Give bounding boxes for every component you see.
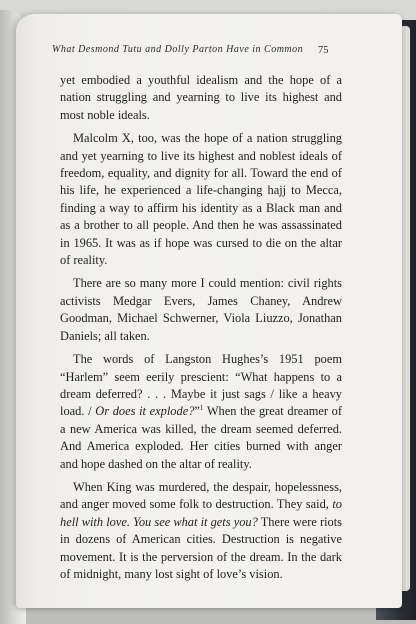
- body-text: [60, 72, 342, 589]
- paragraph-1: yet embodied a youthful idealism and the hope of a nation struggling and yearning to live its highest and most noble ideals.: [60, 73, 342, 122]
- paragraph-5-italic: to hell with love. You see what it gets you?: [60, 497, 342, 529]
- paragraph-5-text-a: When King was murdered, the despair, hopelessness, and anger moved some folk to destruction. They said,: [60, 479, 342, 512]
- running-head: What Desmond Tutu and Dolly Parton Have in Common: [52, 44, 304, 55]
- paragraph-4-text-b: ”: [194, 404, 200, 419]
- paragraph-4-text-a: The words of Langston Hughes’s 1951 poem “Harlem” seem eerily prescient: “What happens to a dream deferred? . . . Maybe it just sags / like a heavy load. /: [60, 352, 342, 419]
- paragraph-2: Malcolm X, too, was the hope of a nation struggling and yet yearning to live its highest and noblest ideals of freedom, equality, and dignity for all. Toward the end of his life, he experienced a life-changing hajj to Mecca, finding a way to affirm his identity as a Black man and as a brother to all people. And then he was assassinated in 1965. It was as if hope was cursed to die on the altar of reality.: [60, 131, 342, 268]
- paragraph-4-text-c: When the great dreamer of a new America was killed, the dream seemed deferred. And America exploded. Her cities burned with anger and hope dashed on the altar of reality.: [60, 404, 342, 471]
- paragraph-4-italic: Or does it explode?: [95, 404, 195, 419]
- paragraph-5: [60, 479, 342, 583]
- paragraph-4: [60, 351, 342, 473]
- paragraph-3: There are so many more I could mention: civil rights activists Medgar Evers, James Chaney, Andrew Goodman, Michael Schwerner, Viola Liuzzo, Jonathan Daniels; all taken.: [60, 276, 342, 343]
- paragraph-5-text-b: There were riots in dozens of American cities. Destruction is negative movement. It is the perversion of the dream. In the dark of midnight, many lost sight of love’s vision.: [60, 514, 342, 581]
- footnote-marker: 1: [199, 404, 204, 413]
- page-number: 75: [318, 45, 329, 56]
